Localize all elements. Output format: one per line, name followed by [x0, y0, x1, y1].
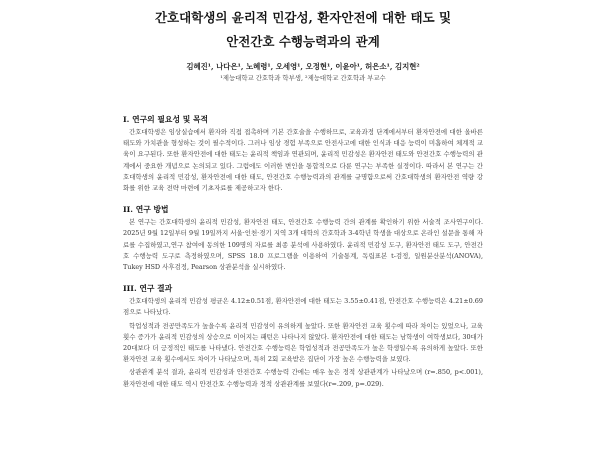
section-heading: II. 연구 방법: [123, 205, 169, 215]
section-methods: [123, 204, 483, 273]
affiliation-line: ¹제능대학교 간호학과 학부생, ²제능대학교 간호학과 부교수: [220, 74, 386, 82]
section-paragraph: 상관관계 분석 결과, 윤리적 민감성과 안전간호 수행능력 간에는 매우 높은 정적 상관관계가 나타났으며 (r=.850, p<.001), 환자안전에 대한 태도 역시 안전간호 수행능력과 정적 상관관계를 보였다(r=.209, p=.029).: [123, 368, 483, 388]
paper-title-line2: 안전간호 수행능력과의 관계: [226, 34, 380, 49]
paper-title-line1: 간호대학생의 윤리적 민감성, 환자안전에 대한 태도 및: [154, 10, 452, 25]
section-paragraph: 본 연구는 간호대학생의 윤리적 민감성, 환자안전 태도, 안전간호 수행능력 간의 관계를 확인하기 위한 서술적 조사연구이다. 2025년 9월 12일부터 9월 19일까지 서울·인천·경기 지역 3개 대학의 간호학과 3-4학년 학생을 대상으로 온라인 설문을 통해 자료를 수집하였고,연구 참여에 동의한 109명의 자료를 최종 분석에 사용하였다. 윤리적 민감성 도구, 환자안전 태도 도구, 안전간호 수행능력 도구로 측정하였으며, SPSS 18.0 프로그램을 이용하여 기술통계, 독립표본 t-검정, 일원분산분석(ANOVA), Tukey HSD 사후검정, Pearson 상관분석을 실시하였다.: [123, 218, 483, 272]
paper-page: [0, 6, 606, 456]
section-paragraph: 간호대학생은 임상실습에서 환자와 직접 접촉하며 기본 간호술을 수행하므로, 교육과정 단계에서부터 환자안전에 대한 올바른 태도와 가치관을 형성하는 것이 필수적이다. 그러나 임상 경험 부족으로 안전사고에 대한 인식과 대응 능력이 미흡하여 체계적 교육이 요구된다. 또한 환자안전에 대한 태도는 윤리적 책임과 연관되며, 윤리적 민감성은 환자안전 태도와 안전간호 수행능력의 관계에서 중요한 개념으로 논의되고 있다. 그럼에도 이러한 변인을 통합적으로 다룬 연구는 부족한 실정이다. 따라서 본 연구는 간호대학생의 윤리적 민감성, 환자안전에 대한 태도, 안전간호 수행능력과의 관계를 규명함으로써 간호대학생의 환자안전 역량 강화를 위한 교육 전략 마련에 기초자료를 제공하고자 한다.: [123, 128, 483, 193]
section-paragraph: 간호대학생의 윤리적 민감성 평균은 4.12±0.51점, 환자안전에 대한 태도는 3.55±0.41점, 안전간호 수행능력은 4.21±0.69점으로 나타났다.: [123, 297, 483, 317]
section-background: [123, 114, 483, 194]
section-results: [123, 283, 483, 390]
section-heading: I. 연구의 필요성 및 목적: [123, 115, 209, 124]
section-heading: III. 연구 결과: [123, 284, 173, 294]
section-paragraph: 학업성적과 전공만족도가 높을수록 윤리적 민감성이 유의하게 높았다. 또한 환자안전 교육 횟수에 따라 차이는 있었으나, 교육 횟수 증가가 윤리적 민감성의 상승으로 이어지는 패턴은 나타나지 않았다. 환자안전에 대한 태도는 남학생이 여학생보다, 30대가 20대보다 더 긍정적인 태도를 나타냈다. 안전간호 수행능력은 학업성적과 전공만족도가 높은 학생일수록 유의하게 높았다. 또한 환자안전 교육 횟수에서도 차이가 나타났으며, 특히 2회 교육받은 집단이 가장 높은 수행능력을 보였다.: [123, 321, 483, 364]
author-list: 김혜진¹, 나다은¹, 노혜령¹, 오세영¹, 오정현¹, 이윤아¹, 허은소¹, 김지현²: [186, 62, 420, 71]
